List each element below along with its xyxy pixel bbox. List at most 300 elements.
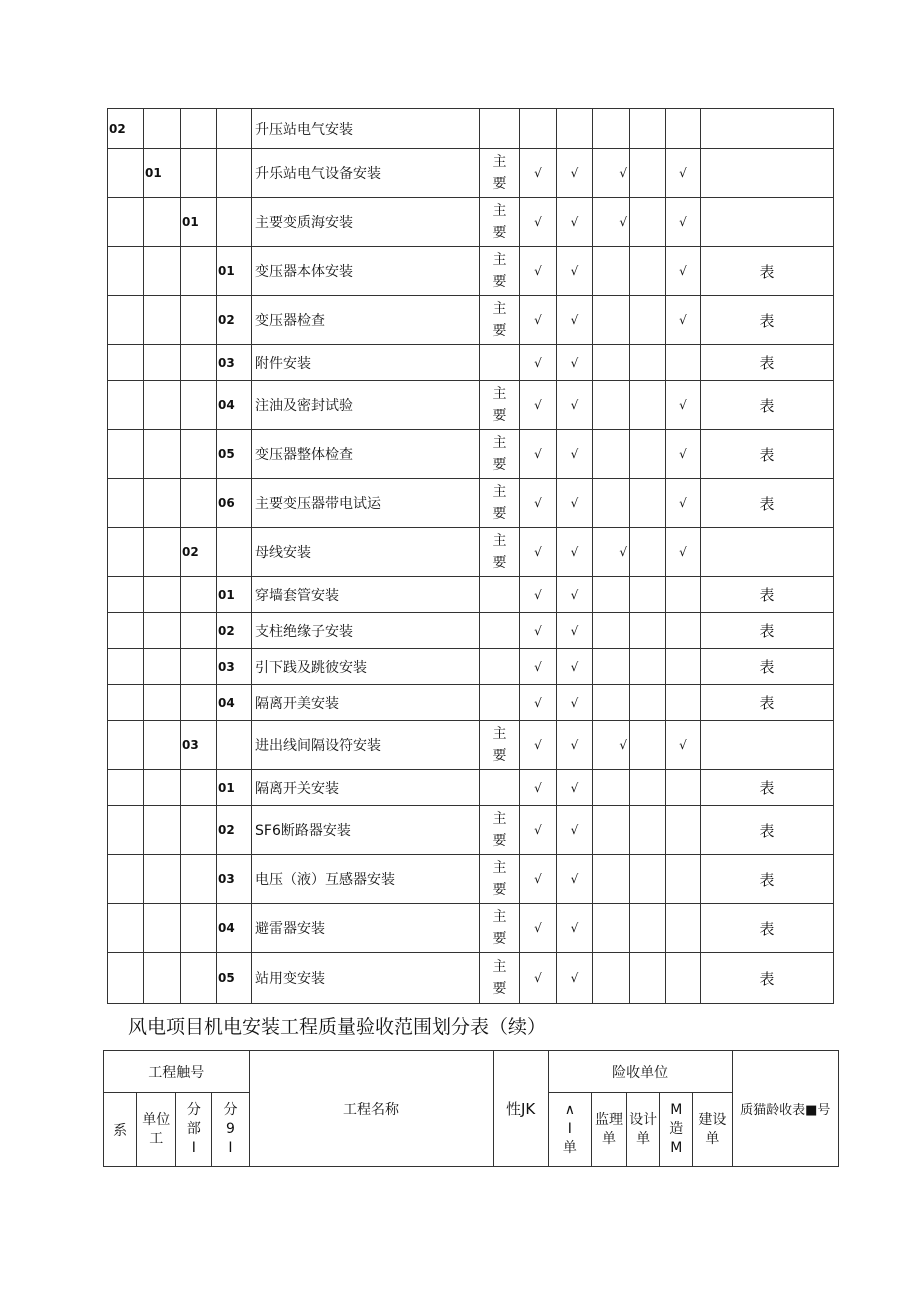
form-cell: 表 (701, 381, 834, 430)
form-cell: 表 (701, 685, 834, 721)
item-code: 03 (217, 855, 252, 904)
check-cell (630, 381, 666, 430)
nature-char: 要 (492, 506, 507, 522)
form-cell: 表 (701, 247, 834, 296)
empty-code-cell (144, 685, 181, 721)
check-cell: √ (557, 613, 593, 649)
project-code-header: 工程触号 (104, 1051, 250, 1093)
item-code: 02 (108, 109, 144, 149)
check-cell (593, 685, 630, 721)
empty-code-cell (181, 247, 217, 296)
check-cell: √ (520, 479, 557, 528)
check-cell (666, 649, 701, 685)
empty-code-cell (144, 613, 181, 649)
check-cell: √ (666, 430, 701, 479)
item-code: 06 (217, 479, 252, 528)
check-cell (666, 904, 701, 953)
check-cell (593, 479, 630, 528)
item-name: SF6断路器安装 (252, 806, 480, 855)
item-nature (480, 345, 520, 381)
check-cell: √ (557, 345, 593, 381)
table-row (108, 855, 834, 904)
table-row (108, 296, 834, 345)
check-cell (630, 806, 666, 855)
item-code: 01 (217, 770, 252, 806)
document-title: 风电项目机电安装工程质量验收范围划分表（续） (128, 1016, 547, 1038)
item-nature (480, 806, 520, 855)
table-row (108, 953, 834, 1004)
nature-char: 要 (492, 931, 507, 947)
check-cell: √ (666, 479, 701, 528)
check-cell: √ (520, 149, 557, 198)
nature-char: 主 (492, 860, 507, 876)
form-cell: 表 (701, 855, 834, 904)
form-cell: 表 (701, 345, 834, 381)
item-nature (480, 109, 520, 149)
form-cell: 表 (701, 613, 834, 649)
check-cell: √ (557, 806, 593, 855)
nature-char: 主 (492, 811, 507, 827)
item-nature (480, 855, 520, 904)
check-cell (666, 685, 701, 721)
form-cell: 表 (701, 649, 834, 685)
empty-code-cell (108, 296, 144, 345)
system-header: 系 (104, 1093, 137, 1167)
check-cell: √ (666, 381, 701, 430)
check-cell (666, 806, 701, 855)
check-cell (630, 649, 666, 685)
empty-code-cell (144, 855, 181, 904)
check-cell (630, 953, 666, 1004)
empty-code-cell (217, 528, 252, 577)
empty-code-cell (181, 806, 217, 855)
nature-char: 主 (492, 959, 507, 975)
check-cell (630, 613, 666, 649)
check-cell: √ (557, 577, 593, 613)
check-cell (593, 953, 630, 1004)
check-cell: √ (666, 528, 701, 577)
item-name: 引下践及跳彼安装 (252, 649, 480, 685)
empty-code-cell (181, 149, 217, 198)
check-cell: √ (520, 577, 557, 613)
check-cell: √ (520, 649, 557, 685)
item-name: 主要变质海安装 (252, 198, 480, 247)
check-cell (630, 855, 666, 904)
table-row (108, 649, 834, 685)
empty-code-cell (144, 649, 181, 685)
check-cell: √ (557, 855, 593, 904)
empty-code-cell (144, 109, 181, 149)
unit-work-header: 单位 工 (137, 1093, 176, 1167)
check-cell (630, 528, 666, 577)
check-cell (630, 770, 666, 806)
owner-unit-header: 建设 单 (693, 1093, 732, 1167)
check-cell: √ (520, 685, 557, 721)
item-code: 04 (217, 381, 252, 430)
check-cell: √ (557, 149, 593, 198)
table-row (108, 198, 834, 247)
empty-code-cell (181, 479, 217, 528)
item-code: 03 (181, 721, 217, 770)
check-cell: √ (557, 247, 593, 296)
item-name: 穿墙套管安装 (252, 577, 480, 613)
check-cell: √ (666, 247, 701, 296)
table-row (108, 770, 834, 806)
item-name: 升压站电气安装 (252, 109, 480, 149)
table-row (108, 613, 834, 649)
check-cell: √ (520, 430, 557, 479)
check-cell: √ (520, 806, 557, 855)
item-nature (480, 953, 520, 1004)
form-cell (701, 528, 834, 577)
item-code: 01 (181, 198, 217, 247)
empty-code-cell (144, 528, 181, 577)
item-nature (480, 770, 520, 806)
item-name: 变压器本体安装 (252, 247, 480, 296)
empty-code-cell (144, 430, 181, 479)
form-cell (701, 149, 834, 198)
item-name: 注油及密封试验 (252, 381, 480, 430)
check-cell (593, 430, 630, 479)
check-cell: √ (557, 721, 593, 770)
item-code: 01 (144, 149, 181, 198)
empty-code-cell (108, 770, 144, 806)
empty-code-cell (144, 198, 181, 247)
check-cell: √ (520, 953, 557, 1004)
check-cell: √ (557, 685, 593, 721)
check-cell (520, 109, 557, 149)
check-cell: √ (666, 198, 701, 247)
check-cell: √ (520, 198, 557, 247)
item-name: 附件安装 (252, 345, 480, 381)
check-cell (630, 345, 666, 381)
form-cell: 表 (701, 806, 834, 855)
check-cell: √ (520, 855, 557, 904)
item-name: 站用变安装 (252, 953, 480, 1004)
nature-char: 要 (492, 833, 507, 849)
table-row (108, 149, 834, 198)
nature-char: 要 (492, 176, 507, 192)
empty-code-cell (181, 613, 217, 649)
form-cell: 表 (701, 430, 834, 479)
empty-code-cell (181, 770, 217, 806)
nature-char: 要 (492, 555, 507, 571)
item-name: 支柱绝缘子安装 (252, 613, 480, 649)
nature-char: 主 (492, 203, 507, 219)
item-code: 02 (217, 806, 252, 855)
item-nature (480, 528, 520, 577)
empty-code-cell (144, 577, 181, 613)
check-cell: √ (593, 198, 630, 247)
empty-code-cell (144, 479, 181, 528)
supervision-unit-header: 监理 单 (591, 1093, 626, 1167)
empty-code-cell (108, 855, 144, 904)
check-cell: √ (520, 528, 557, 577)
empty-code-cell (108, 904, 144, 953)
check-cell: √ (557, 770, 593, 806)
check-cell (630, 904, 666, 953)
item-name: 变压器整体检查 (252, 430, 480, 479)
check-cell (593, 770, 630, 806)
empty-code-cell (181, 345, 217, 381)
table-row (108, 528, 834, 577)
item-code: 03 (217, 649, 252, 685)
item-nature (480, 577, 520, 613)
empty-code-cell (108, 806, 144, 855)
nature-char: 要 (492, 748, 507, 764)
item-code: 02 (181, 528, 217, 577)
empty-code-cell (144, 381, 181, 430)
nature-char: 主 (492, 726, 507, 742)
empty-code-cell (217, 198, 252, 247)
empty-code-cell (144, 296, 181, 345)
item-code: 01 (217, 247, 252, 296)
item-nature (480, 721, 520, 770)
empty-code-cell (108, 247, 144, 296)
nature-char: 要 (492, 981, 507, 997)
check-cell (666, 770, 701, 806)
item-name: 电压（液）互感器安装 (252, 855, 480, 904)
empty-code-cell (108, 721, 144, 770)
table-row (108, 430, 834, 479)
item-nature (480, 479, 520, 528)
item-code: 02 (217, 613, 252, 649)
item-code: 04 (217, 685, 252, 721)
check-cell: √ (557, 296, 593, 345)
check-cell: √ (520, 345, 557, 381)
empty-code-cell (144, 345, 181, 381)
empty-code-cell (217, 109, 252, 149)
check-cell: √ (666, 149, 701, 198)
empty-code-cell (181, 953, 217, 1004)
item-name: 升乐站电气设备安装 (252, 149, 480, 198)
empty-code-cell (108, 953, 144, 1004)
check-cell: √ (557, 430, 593, 479)
empty-code-cell (181, 296, 217, 345)
nature-char: 要 (492, 408, 507, 424)
nature-char: 主 (492, 909, 507, 925)
nature-char: 主 (492, 386, 507, 402)
form-cell: 表 (701, 577, 834, 613)
table-row (108, 345, 834, 381)
item-nature (480, 296, 520, 345)
item-nature (480, 247, 520, 296)
empty-code-cell (144, 953, 181, 1004)
item-code: 01 (217, 577, 252, 613)
nature-char: 要 (492, 457, 507, 473)
check-cell (666, 577, 701, 613)
item-name: 进出线间隔设符安装 (252, 721, 480, 770)
check-cell (593, 904, 630, 953)
nature-char: 主 (492, 435, 507, 451)
acceptance-division-table (107, 108, 834, 1004)
item-nature (480, 381, 520, 430)
check-cell (630, 685, 666, 721)
nature-char: 主 (492, 154, 507, 170)
empty-code-cell (217, 149, 252, 198)
check-cell (593, 381, 630, 430)
item-nature (480, 649, 520, 685)
check-cell: √ (557, 528, 593, 577)
empty-code-cell (181, 685, 217, 721)
empty-code-cell (181, 649, 217, 685)
form-number-header: 质猫龄收表■号 (732, 1051, 838, 1167)
table-header-repeat (103, 1050, 839, 1167)
check-cell: √ (557, 198, 593, 247)
empty-code-cell (108, 685, 144, 721)
check-cell (630, 577, 666, 613)
project-name-header: 工程名称 (249, 1051, 493, 1167)
nature-char: 主 (492, 533, 507, 549)
empty-code-cell (181, 109, 217, 149)
check-cell: √ (557, 904, 593, 953)
nature-char: 主 (492, 301, 507, 317)
table-body (108, 109, 834, 1004)
empty-code-cell (217, 721, 252, 770)
item-code: 04 (217, 904, 252, 953)
item-nature (480, 149, 520, 198)
empty-code-cell (181, 381, 217, 430)
item-name: 隔离开关安装 (252, 770, 480, 806)
design-unit-header: 设计 单 (627, 1093, 660, 1167)
empty-code-cell (181, 904, 217, 953)
empty-code-cell (181, 430, 217, 479)
form-cell: 表 (701, 479, 834, 528)
form-cell (701, 198, 834, 247)
sub-item-header: 分 9 I (212, 1093, 249, 1167)
check-cell (593, 577, 630, 613)
item-name: 隔离开美安装 (252, 685, 480, 721)
empty-code-cell (108, 528, 144, 577)
empty-code-cell (108, 198, 144, 247)
form-cell: 表 (701, 953, 834, 1004)
form-cell (701, 109, 834, 149)
empty-code-cell (108, 649, 144, 685)
check-cell: √ (520, 247, 557, 296)
empty-code-cell (144, 721, 181, 770)
item-nature (480, 685, 520, 721)
form-cell: 表 (701, 904, 834, 953)
check-cell (666, 953, 701, 1004)
empty-code-cell (108, 577, 144, 613)
nature-char: 要 (492, 882, 507, 898)
table-row (108, 904, 834, 953)
nature-char: 要 (492, 225, 507, 241)
check-cell (593, 247, 630, 296)
empty-code-cell (108, 613, 144, 649)
empty-code-cell (181, 577, 217, 613)
empty-code-cell (108, 345, 144, 381)
check-cell: √ (557, 381, 593, 430)
item-name: 避雷器安装 (252, 904, 480, 953)
check-cell (630, 721, 666, 770)
empty-code-cell (108, 479, 144, 528)
check-cell: √ (557, 649, 593, 685)
check-cell: √ (666, 721, 701, 770)
empty-code-cell (144, 806, 181, 855)
check-cell: √ (557, 953, 593, 1004)
check-cell (666, 345, 701, 381)
check-cell (630, 296, 666, 345)
check-cell: √ (557, 479, 593, 528)
check-cell: √ (520, 904, 557, 953)
check-cell (666, 109, 701, 149)
construction-unit-header: ∧ I 单 (548, 1093, 591, 1167)
nature-char: 主 (492, 252, 507, 268)
item-code: 03 (217, 345, 252, 381)
item-code: 02 (217, 296, 252, 345)
check-cell (630, 247, 666, 296)
table-row (108, 685, 834, 721)
item-nature (480, 613, 520, 649)
empty-code-cell (108, 149, 144, 198)
check-cell (630, 479, 666, 528)
table-row (108, 247, 834, 296)
check-cell (593, 855, 630, 904)
nature-char: 要 (492, 323, 507, 339)
table-row (108, 381, 834, 430)
check-cell (593, 613, 630, 649)
check-cell (630, 109, 666, 149)
empty-code-cell (108, 430, 144, 479)
check-cell (666, 855, 701, 904)
item-nature (480, 430, 520, 479)
item-name: 变压器检查 (252, 296, 480, 345)
nature-char: 要 (492, 274, 507, 290)
sub-part-header: 分 部 I (176, 1093, 212, 1167)
check-cell (593, 109, 630, 149)
empty-code-cell (144, 770, 181, 806)
check-cell: √ (666, 296, 701, 345)
acceptance-unit-header: 险收单位 (548, 1051, 732, 1093)
form-cell: 表 (701, 770, 834, 806)
nature-header: 性JK (493, 1051, 548, 1167)
item-nature (480, 904, 520, 953)
check-cell: √ (593, 149, 630, 198)
nature-char: 主 (492, 484, 507, 500)
check-cell (593, 296, 630, 345)
empty-code-cell (108, 381, 144, 430)
table-row (108, 806, 834, 855)
table-row (108, 109, 834, 149)
check-cell (593, 806, 630, 855)
check-cell (666, 613, 701, 649)
item-name: 母线安装 (252, 528, 480, 577)
check-cell (630, 198, 666, 247)
check-cell: √ (520, 721, 557, 770)
check-cell (630, 430, 666, 479)
table-row (108, 721, 834, 770)
check-cell: √ (520, 296, 557, 345)
check-cell (593, 649, 630, 685)
form-cell: 表 (701, 296, 834, 345)
check-cell: √ (520, 613, 557, 649)
check-cell (630, 149, 666, 198)
form-cell (701, 721, 834, 770)
check-cell (593, 345, 630, 381)
item-name: 主要变压器带电试运 (252, 479, 480, 528)
item-nature (480, 198, 520, 247)
check-cell: √ (593, 528, 630, 577)
check-cell (557, 109, 593, 149)
check-cell: √ (520, 381, 557, 430)
table-row (108, 479, 834, 528)
item-code: 05 (217, 953, 252, 1004)
check-cell: √ (593, 721, 630, 770)
empty-code-cell (144, 247, 181, 296)
empty-code-cell (144, 904, 181, 953)
check-cell: √ (520, 770, 557, 806)
